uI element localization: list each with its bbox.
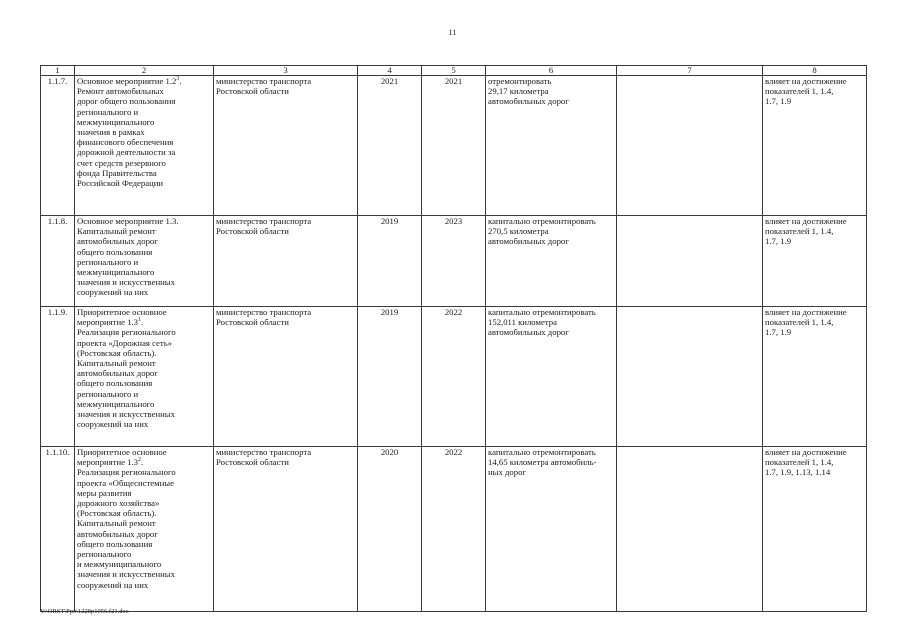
measure-name: Основное мероприятие $1.2^3$. Ремонт автомобильных дорог общего пользования регионального и межмуниципального значения в рамках финансового обеспечения дорожной деятельности за счет средств резервного фонда Правительства Российской Федерации [75, 76, 214, 216]
expected-result: капитально отремонтировать 270,5 километра автомобильных дорог [486, 216, 617, 307]
page-number: 11 [448, 28, 457, 37]
table-row [41, 447, 867, 612]
measure-name: Основное мероприятие 1.3. Капитальный ремонт автомобильных дорог общего пользования регионального и межмуниципального значения и искусственных сооружений на них [75, 216, 214, 307]
header-cell-4: 4 [358, 66, 422, 76]
end-year: 2023 [422, 216, 486, 307]
end-year: 2021 [422, 76, 486, 216]
executor: министерство транспорта Ростовской области [214, 216, 358, 307]
table-row [41, 76, 867, 216]
start-year: 2019 [358, 216, 422, 307]
expected-result: капитально отремонтировать 152,011 километра автомобильных дорог [486, 307, 617, 447]
header-cell-8: 8 [763, 66, 867, 76]
header-cell-2: 2 [75, 66, 214, 76]
table-row [41, 216, 867, 307]
header-cell-7: 7 [617, 66, 763, 76]
indicator-link: влияет на достижение показателей 1, 1.4, 1.7, 1.9 [763, 216, 867, 307]
indicator-link: влияет на достижение показателей 1, 1.4, 1.7, 1.9 [763, 307, 867, 447]
header-cell-6: 6 [486, 66, 617, 76]
header-row [41, 66, 867, 76]
column-7-cell [617, 216, 763, 307]
indicator-link: влияет на достижение показателей 1, 1.4, 1.7, 1.9 [763, 76, 867, 216]
end-year: 2022 [422, 447, 486, 612]
executor: министерство транспорта Ростовской области [214, 447, 358, 612]
start-year: 2021 [358, 76, 422, 216]
row-number: 1.1.10. [41, 447, 75, 612]
measures-table [40, 65, 867, 612]
start-year: 2019 [358, 307, 422, 447]
header-cell-3: 3 [214, 66, 358, 76]
measure-name: Приоритетное основное мероприятие $1.3^1$. Реализация регионального проекта «Дорожная сеть» (Ростовская область). Капитальный ремонт автомобильных дорог общего пользования регионального и межмуниципального значения и искусственных сооружений на них [75, 307, 214, 447]
indicator-link: влияет на достижение показателей 1, 1.4, 1.7, 1.9, 1.13, 1.14 [763, 447, 867, 612]
executor: министерство транспорта Ростовской области [214, 76, 358, 216]
measure-name: Приоритетное основное мероприятие $1.3^2$. Реализация регионального проекта «Общесистемные меры развития дорожного хозяйства» (Ростовская область). Капитальный ремонт автомобильных дорог общего пользования регионального и межмуниципального значения и искусственных сооружений на них [75, 447, 214, 612]
column-7-cell [617, 447, 763, 612]
document-file-path: Y:\ORST\Ppo\1228p1056.f21.doc [40, 608, 129, 615]
column-7-cell [617, 76, 763, 216]
executor: министерство транспорта Ростовской области [214, 307, 358, 447]
row-number: 1.1.7. [41, 76, 75, 216]
expected-result: капитально отремонтировать 14,65 километра автомобиль- ных дорог [486, 447, 617, 612]
expected-result: отремонтировать 29,17 километра автомобильных дорог [486, 76, 617, 216]
start-year: 2020 [358, 447, 422, 612]
table-row [41, 307, 867, 447]
row-number: 1.1.9. [41, 307, 75, 447]
header-cell-5: 5 [422, 66, 486, 76]
header-cell-1: 1 [41, 66, 75, 76]
column-7-cell [617, 307, 763, 447]
row-number: 1.1.8. [41, 216, 75, 307]
end-year: 2022 [422, 307, 486, 447]
